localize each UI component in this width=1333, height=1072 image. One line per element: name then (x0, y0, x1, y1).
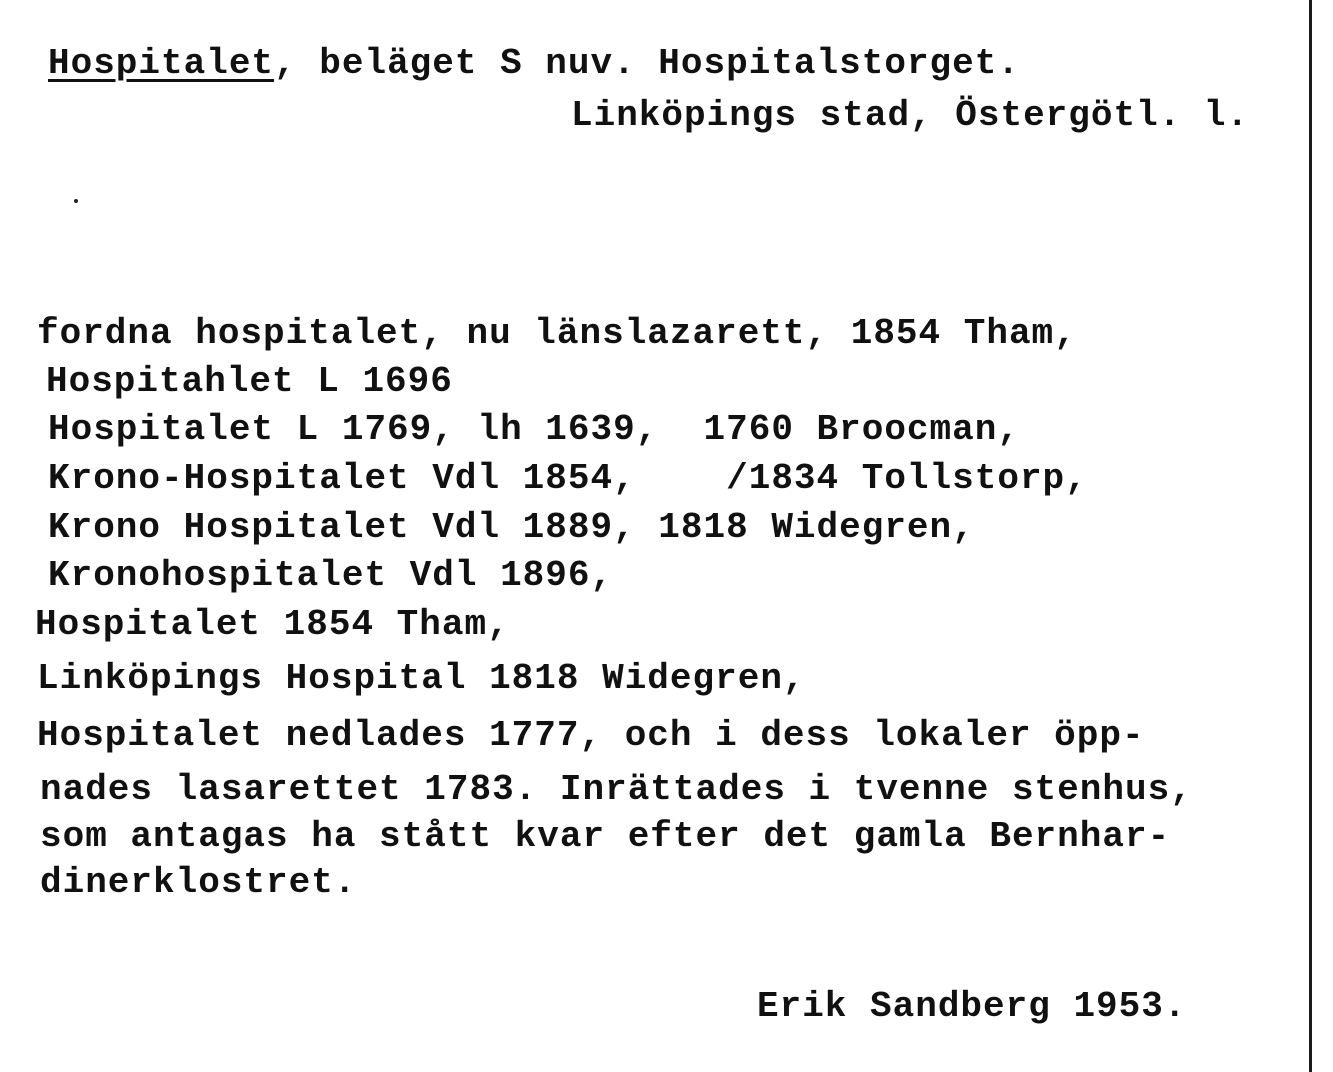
signature: Erik Sandberg 1953. (757, 986, 1187, 1027)
entry-line: Krono Hospitalet Vdl 1889, 1818 Widegren, (48, 507, 975, 548)
heading-title: Hospitalet (48, 43, 275, 84)
ink-speck (74, 199, 78, 203)
entry-line: Linköpings Hospital 1818 Widegren, (37, 658, 806, 699)
card-heading (48, 44, 1020, 84)
card-edge-line (1309, 0, 1312, 1072)
note-line: nades lasarettet 1783. Inrättades i tvenne stenhus, (40, 769, 1193, 810)
entry-line: Krono-Hospitalet Vdl 1854, /1834 Tollstorp, (48, 458, 1088, 499)
entry-line: Kronohospitalet Vdl 1896, (48, 555, 614, 596)
heading-parish: Linköpings stad, Östergötl. l. (571, 95, 1250, 136)
entry-line: Hospitalet L 1769, lh 1639, 1760 Broocman, (48, 409, 1020, 450)
entry-line: fordna hospitalet, nu länslazarett, 1854 Tham, (37, 313, 1077, 354)
note-line: dinerklostret. (40, 862, 357, 903)
entry-line: Hospitalet 1854 Tham, (35, 604, 510, 645)
heading-location: , beläget S nuv. Hospitalstorget. (274, 43, 1020, 84)
entry-line: Hospitahlet L 1696 (46, 361, 453, 402)
note-line: som antagas ha stått kvar efter det gamla Bernhar- (40, 816, 1171, 857)
note-line: Hospitalet nedlades 1777, och i dess lokaler öpp- (37, 715, 1145, 756)
